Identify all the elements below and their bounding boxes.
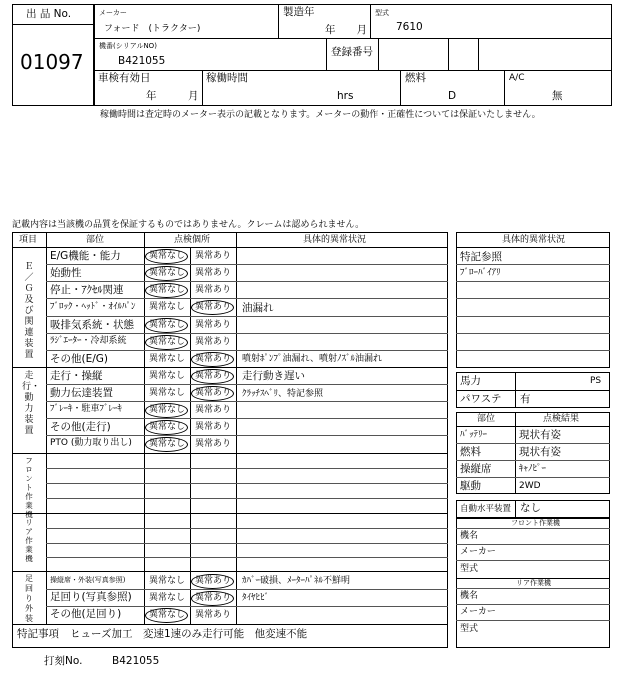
- maker-value: フォード (トラクター): [104, 24, 201, 34]
- abnormal-label: 異常あり: [195, 285, 232, 295]
- ac-value: 無: [552, 90, 563, 102]
- selected-circle: [145, 420, 188, 435]
- serial-value: B421055: [118, 55, 166, 67]
- lot-label: 出 品 No.: [26, 8, 72, 20]
- detail-text: 油漏れ: [242, 302, 274, 314]
- selected-circle: [145, 335, 188, 350]
- abnormal-label: 異常あり: [195, 610, 232, 620]
- no-abnormal-label: 異常なし: [149, 405, 186, 415]
- serial-label: 機番(シリアルNO): [99, 42, 157, 50]
- battery-value: 現状有姿: [519, 429, 561, 441]
- abnormal-label: 異常あり: [195, 337, 232, 347]
- year-label: 製造年: [283, 6, 315, 18]
- front-name-label: 機名: [460, 531, 479, 541]
- group-label-drive: 走行・動力装置: [22, 371, 41, 436]
- maker-label: メーカー: [99, 9, 127, 17]
- hours-note: 稼働時間は査定時のメーター表示の記載となります。メーターの動作・正確性については保証いたしません。: [100, 110, 541, 120]
- abnormal-label: 異常あり: [195, 439, 232, 449]
- detail-text: 走行動き遅い: [242, 370, 305, 382]
- drive-value: 2WD: [519, 481, 541, 491]
- col-part-header: 部位: [86, 235, 105, 245]
- part-name: 走行・操縦: [50, 370, 103, 382]
- abnormal-label: 異常あり: [195, 251, 232, 261]
- part-name: 始動性: [50, 267, 82, 279]
- selected-circle: [191, 300, 234, 315]
- part-name: PTO (動力取り出し): [50, 438, 132, 448]
- stamp-value: B421055: [112, 655, 160, 667]
- part-name: 操縦席・外装(写真参照): [50, 576, 126, 584]
- abnormal-label: 異常あり: [195, 576, 232, 586]
- abnormal-label: 異常あり: [195, 302, 232, 312]
- model-value: 7610: [396, 21, 423, 33]
- abnormal-label: 異常あり: [195, 268, 232, 278]
- no-abnormal-label: 異常なし: [149, 371, 186, 381]
- group-label-front: フロント作業機: [25, 456, 33, 519]
- part-name: 足回り(写真参照): [50, 591, 132, 603]
- year-unit: 年 月: [325, 24, 367, 36]
- rear-name-label: 機名: [460, 591, 479, 601]
- no-abnormal-label: 異常なし: [149, 285, 186, 295]
- abnormal-label: 異常あり: [195, 320, 232, 330]
- result-part-header: 部位: [477, 414, 496, 424]
- selected-circle: [145, 318, 188, 333]
- selected-circle: [191, 369, 234, 384]
- no-abnormal-label: 異常なし: [149, 610, 186, 620]
- right-abnormal-line-2: ﾌﾞﾛｰﾊﾞｲｱﾘ: [460, 268, 501, 278]
- selected-circle: [145, 403, 188, 418]
- part-name: ﾌﾞﾚｰｷ・駐車ﾌﾞﾚｰｷ: [50, 404, 123, 414]
- selected-circle: [191, 574, 234, 589]
- remarks-label: 特記事項: [17, 628, 59, 640]
- part-name: その他(足回り): [50, 608, 122, 620]
- battery-label: ﾊﾞｯﾃﾘｰ: [460, 430, 488, 440]
- part-name: E/G機能・能力: [50, 250, 121, 262]
- inspection-unit: 年 月: [146, 90, 199, 102]
- abnormal-label: 異常あり: [195, 422, 232, 432]
- part-name: その他(走行): [50, 421, 111, 433]
- selected-circle: [191, 352, 234, 367]
- front-implement-title: フロント作業機: [511, 519, 560, 527]
- no-abnormal-label: 異常なし: [149, 388, 186, 398]
- leveler-value: なし: [520, 502, 541, 514]
- no-abnormal-label: 異常なし: [149, 337, 186, 347]
- inspection-label: 車検有効日: [98, 72, 151, 84]
- selected-circle: [145, 608, 188, 623]
- selected-circle: [145, 266, 188, 281]
- detail-text: ﾀｲﾔﾋﾋﾞ: [242, 593, 270, 603]
- power-steering-label: パワステ: [460, 393, 502, 405]
- lot-number: 01097: [20, 50, 84, 74]
- detail-text: ｸﾗｯﾁｽﾍﾞﾘ、特記参照: [242, 389, 324, 399]
- no-abnormal-label: 異常なし: [149, 268, 186, 278]
- registration-label: 登録番号: [331, 46, 373, 58]
- detail-text: ｶﾊﾞｰ破損、ﾒｰﾀｰﾊﾟﾈﾙ不鮮明: [242, 576, 351, 586]
- selected-circle: [191, 386, 234, 401]
- abnormal-label: 異常あり: [195, 371, 232, 381]
- no-abnormal-label: 異常なし: [149, 439, 186, 449]
- no-abnormal-label: 異常なし: [149, 251, 186, 261]
- horsepower-unit: PS: [590, 376, 602, 386]
- no-abnormal-label: 異常なし: [149, 422, 186, 432]
- hours-label: 稼働時間: [206, 72, 248, 84]
- col-check-header: 点検個所: [174, 235, 211, 245]
- group-label-engine: Ｅ／Ｇ及び関連装置: [24, 262, 34, 360]
- col-detail-header: 具体的異常状況: [303, 235, 367, 245]
- no-abnormal-label: 異常なし: [149, 302, 186, 312]
- part-name: 停止・ｱｸｾﾙ関連: [50, 284, 124, 296]
- rear-maker-label: メーカー: [460, 607, 496, 617]
- no-abnormal-label: 異常なし: [149, 354, 186, 364]
- power-steering-value: 有: [520, 393, 531, 405]
- selected-circle: [191, 591, 234, 606]
- abnormal-label: 異常あり: [195, 593, 232, 603]
- cabin-value: ｷｬﾉﾋﾟｰ: [519, 464, 547, 474]
- abnormal-label: 異常あり: [195, 354, 232, 364]
- no-abnormal-label: 異常なし: [149, 593, 186, 603]
- part-name: 吸排気系統・状態: [50, 319, 134, 331]
- abnormal-label: 異常あり: [195, 388, 232, 398]
- group-label-rear: リア作業機: [25, 518, 33, 563]
- detail-text: 噴射ﾎﾟﾝﾌﾟ油漏れ、噴射ﾉｽﾞﾙ油漏れ: [242, 354, 383, 364]
- result-header: 点検結果: [543, 414, 580, 424]
- col-item-header: 項目: [19, 235, 38, 245]
- right-abnormal-line-1: 特記参照: [460, 251, 502, 263]
- hours-unit: hrs: [337, 90, 354, 102]
- selected-circle: [145, 249, 188, 264]
- no-abnormal-label: 異常なし: [149, 576, 186, 586]
- fuel-label: 燃料: [405, 72, 426, 84]
- fuel-result-value: 現状有姿: [519, 446, 561, 458]
- selected-circle: [145, 437, 188, 452]
- fuel-result-label: 燃料: [460, 446, 481, 458]
- part-name: ﾗｼﾞｴｰﾀｰ・冷却系統: [50, 336, 127, 346]
- leveler-label: 自動水平装置: [460, 504, 512, 514]
- selected-circle: [145, 283, 188, 298]
- part-name: その他(E/G): [50, 353, 109, 365]
- front-maker-label: メーカー: [460, 547, 496, 557]
- cabin-label: 操縦席: [460, 463, 492, 475]
- drive-label: 駆動: [460, 480, 481, 492]
- fuel-value: D: [448, 90, 457, 102]
- disclaimer: 記載内容は当該機の品質を保証するものではありません。クレームは認められません。: [12, 220, 365, 230]
- abnormal-label: 異常あり: [195, 405, 232, 415]
- part-name: 動力伝達装置: [50, 387, 113, 399]
- stamp-label: 打刻No.: [44, 655, 83, 667]
- model-label: 型式: [375, 9, 389, 17]
- rear-model-label: 型式: [460, 624, 479, 634]
- group-label-exterior: 足回り外装: [25, 574, 33, 623]
- front-model-label: 型式: [460, 564, 479, 574]
- horsepower-label: 馬力: [460, 375, 481, 387]
- right-abnormal-title: 具体的異常状況: [502, 235, 566, 245]
- rear-implement-title: リア作業機: [516, 579, 551, 587]
- ac-label: A/C: [509, 73, 525, 83]
- no-abnormal-label: 異常なし: [149, 320, 186, 330]
- part-name: ﾌﾞﾛｯｸ・ﾍｯﾄﾞ・ｵｲﾙﾊﾟﾝ: [50, 302, 136, 312]
- remarks-value: ヒューズ加工 変速1速のみ走行可能 他変速不能: [70, 628, 308, 640]
